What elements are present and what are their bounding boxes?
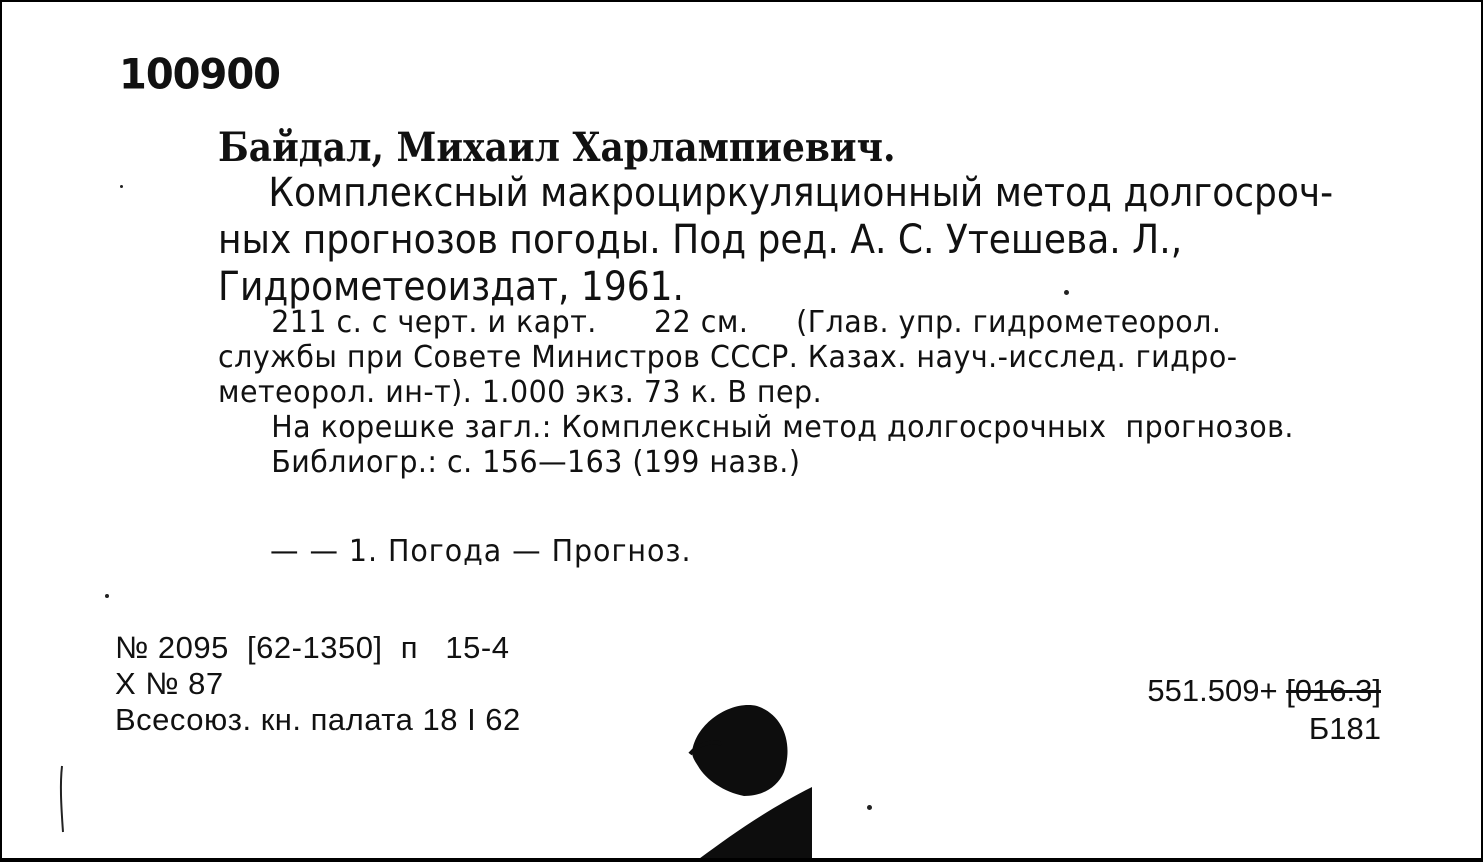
registration-line: Всесоюз. кн. палата 18 I 62 (115, 702, 521, 737)
author-mark: Б181 (1308, 711, 1381, 746)
collation-line: службы при Совете Министров СССР. Казах. науч.-исслед. гидро- (218, 340, 1238, 375)
classification-block (1147, 672, 1381, 748)
registration-line: Х № 87 (115, 666, 224, 701)
ink-speck (1064, 290, 1069, 295)
registration-line: № 2095 [62-1350] п 15-4 (115, 630, 510, 665)
collation-block (218, 305, 1325, 480)
ink-blot (662, 692, 812, 862)
udc-prefix: 551.509+ (1147, 673, 1287, 708)
ink-speck (120, 185, 123, 188)
notes-line: Библиогр.: с. 156—163 (199 назв.) (271, 445, 801, 480)
title-block (218, 170, 1334, 311)
collation-line: 211 с. с черт. и карт. 22 см. (Глав. упр. гидрометеорол. (271, 305, 1222, 340)
udc-index (1147, 672, 1381, 710)
title-line: Комплексный макроциркуляционный метод долгосроч- (268, 170, 1334, 216)
author-heading: Байдал, Михаил Харлампиевич. (218, 124, 896, 171)
notes-line: На корешке загл.: Комплексный метод долгосрочных прогнозов. (271, 410, 1294, 445)
subject-heading: — — 1. Погода — Прогноз. (270, 534, 692, 569)
title-line: ных прогнозов погоды. Под ред. А. С. Утешева. Л., (218, 217, 1183, 263)
pencil-mark (58, 764, 68, 834)
udc-struck: [016.3] (1286, 673, 1381, 708)
collation-line: метеорол. ин-т). 1.000 экз. 73 к. В пер. (218, 375, 823, 410)
registration-block (115, 630, 521, 738)
accession-number: 100900 (119, 50, 280, 100)
title-line: Гидрометеоиздат, 1961. (218, 264, 684, 310)
ink-speck (105, 594, 109, 598)
ink-speck (867, 805, 872, 810)
